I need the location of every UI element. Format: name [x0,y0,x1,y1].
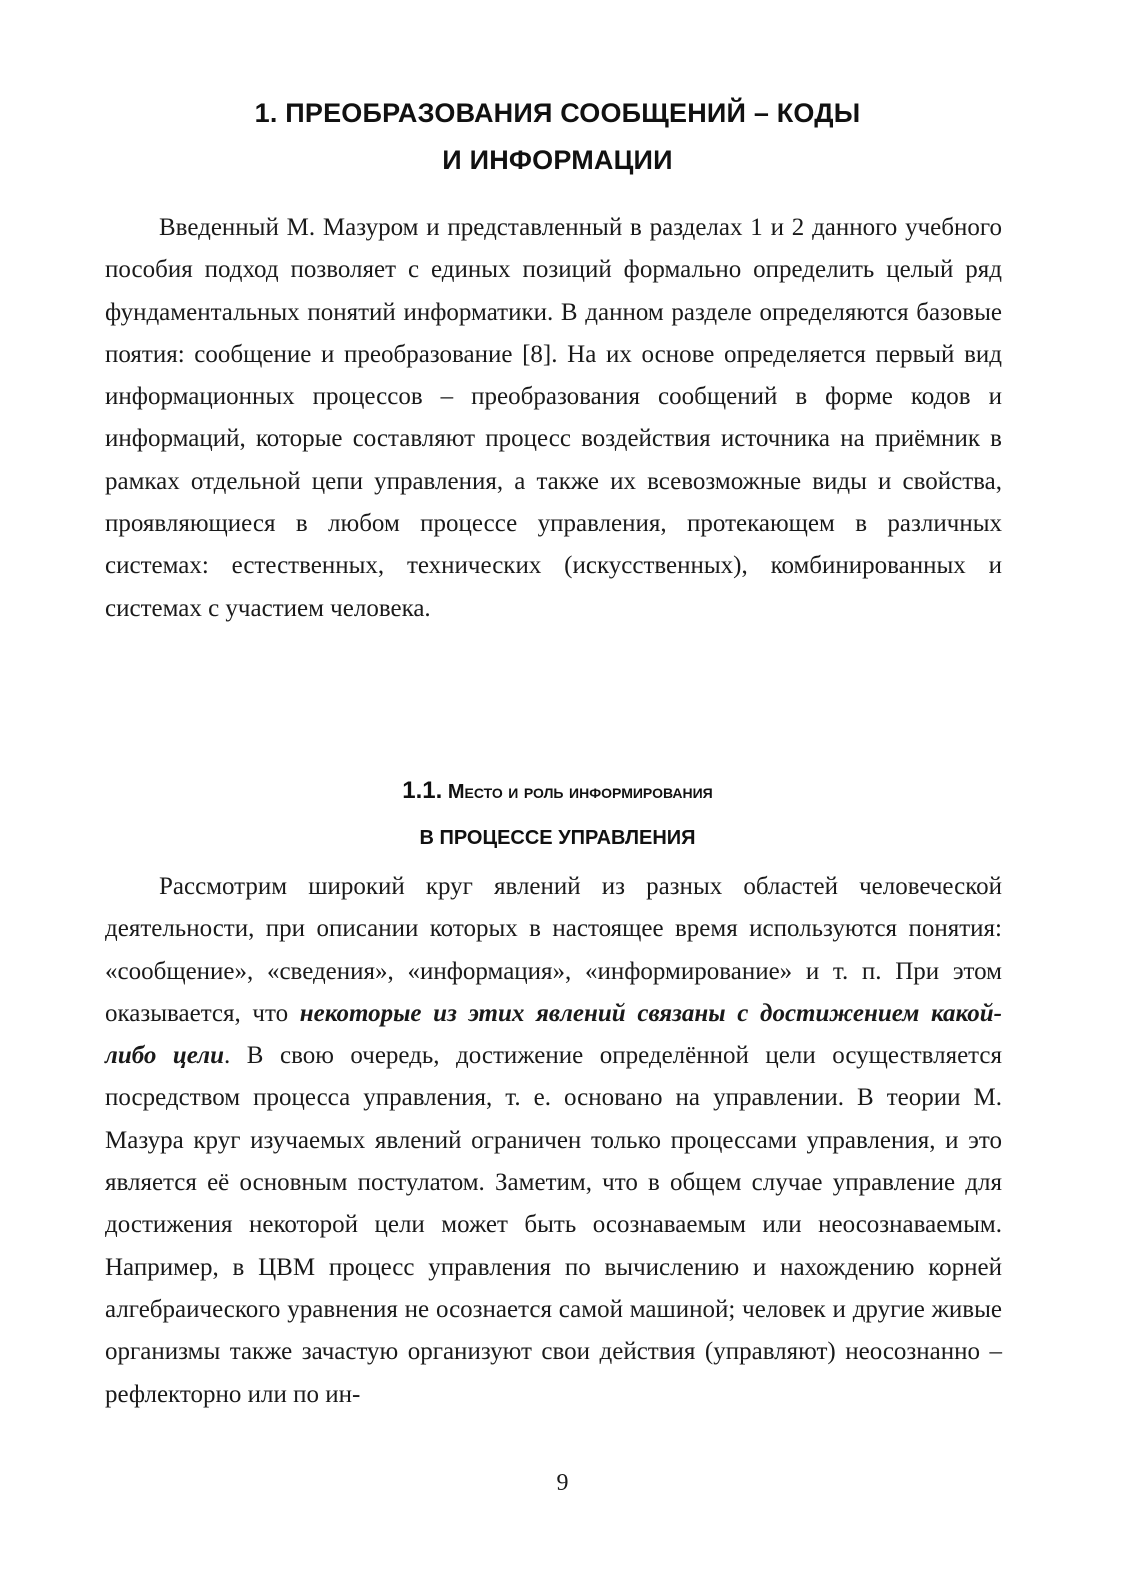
intro-paragraph: Введенный М. Мазуром и представленный в разделах 1 и 2 данного учебного пособия подход позволяет с единых позиций формально определить целый ряд фундаментальных понятий информатики. В данном разделе определяются базовые поятия: сообщение и преобразование [8]. На их основе определяется первый вид информационных процессов – преобразования сообщений в форме кодов и информаций, которые составляют процесс воздействия источника на приёмник в рамках отдельной цепи управления, а также их всевозможные виды и свойства, проявляющиеся в любом процессе управления, протекающем в различных системах: естественных, технических (искусственных), комбинированных и системах с участием человека. [105,214,1002,622]
chapter-heading-line-1: 1. ПРЕОБРАЗОВАНИЯ СООБЩЕНИЙ – КОДЫ [254,98,861,128]
section-paragraph-part-2: . В свою очередь, достижение определённой цели осуществляется посредством процесса управления, т. е. основано на управлении. В теории М. Мазура круг изучаемых явлений ограничен только процессами управления, и это является её основным постулатом. Заметим, что в общем случае управление для достижения некоторой цели может быть осознаваемым или неосознаваемым. Например, в ЦВМ процесс управления по вычислению и нахождению корней алгебраического уравнения не осознается самой машиной; человек и другие живые организмы также зачастую организуют свои действия (управляют) неосознанно – рефлекторно или по ин- [105,1042,1002,1408]
section-paragraph [105,866,1002,1416]
section-paragraph-part-1: Рассмотрим широкий круг явлений из разных областей человеческой деятельности, при описании которых в настоящее время используются понятия: «сообщение», «сведения», «информация», «информирование» и т. п. При этом оказывается, что [105,873,1002,1027]
section-number: 1.1. [402,777,443,804]
section-heading-line-2: В ПРОЦЕССЕ УПРАВЛЕНИЯ [419,827,696,849]
section-heading-line-1 [105,768,1010,815]
chapter-heading-line-2: И ИНФОРМАЦИИ [442,145,673,175]
emphasized-text: некоторые из этих явлений связаны с достижением какой-либо цели [105,999,1003,1070]
section-heading [105,768,1010,861]
chapter-heading [105,90,1010,184]
section-title: Место и роль информирования [447,781,713,803]
page-number: 9 [556,1470,569,1496]
